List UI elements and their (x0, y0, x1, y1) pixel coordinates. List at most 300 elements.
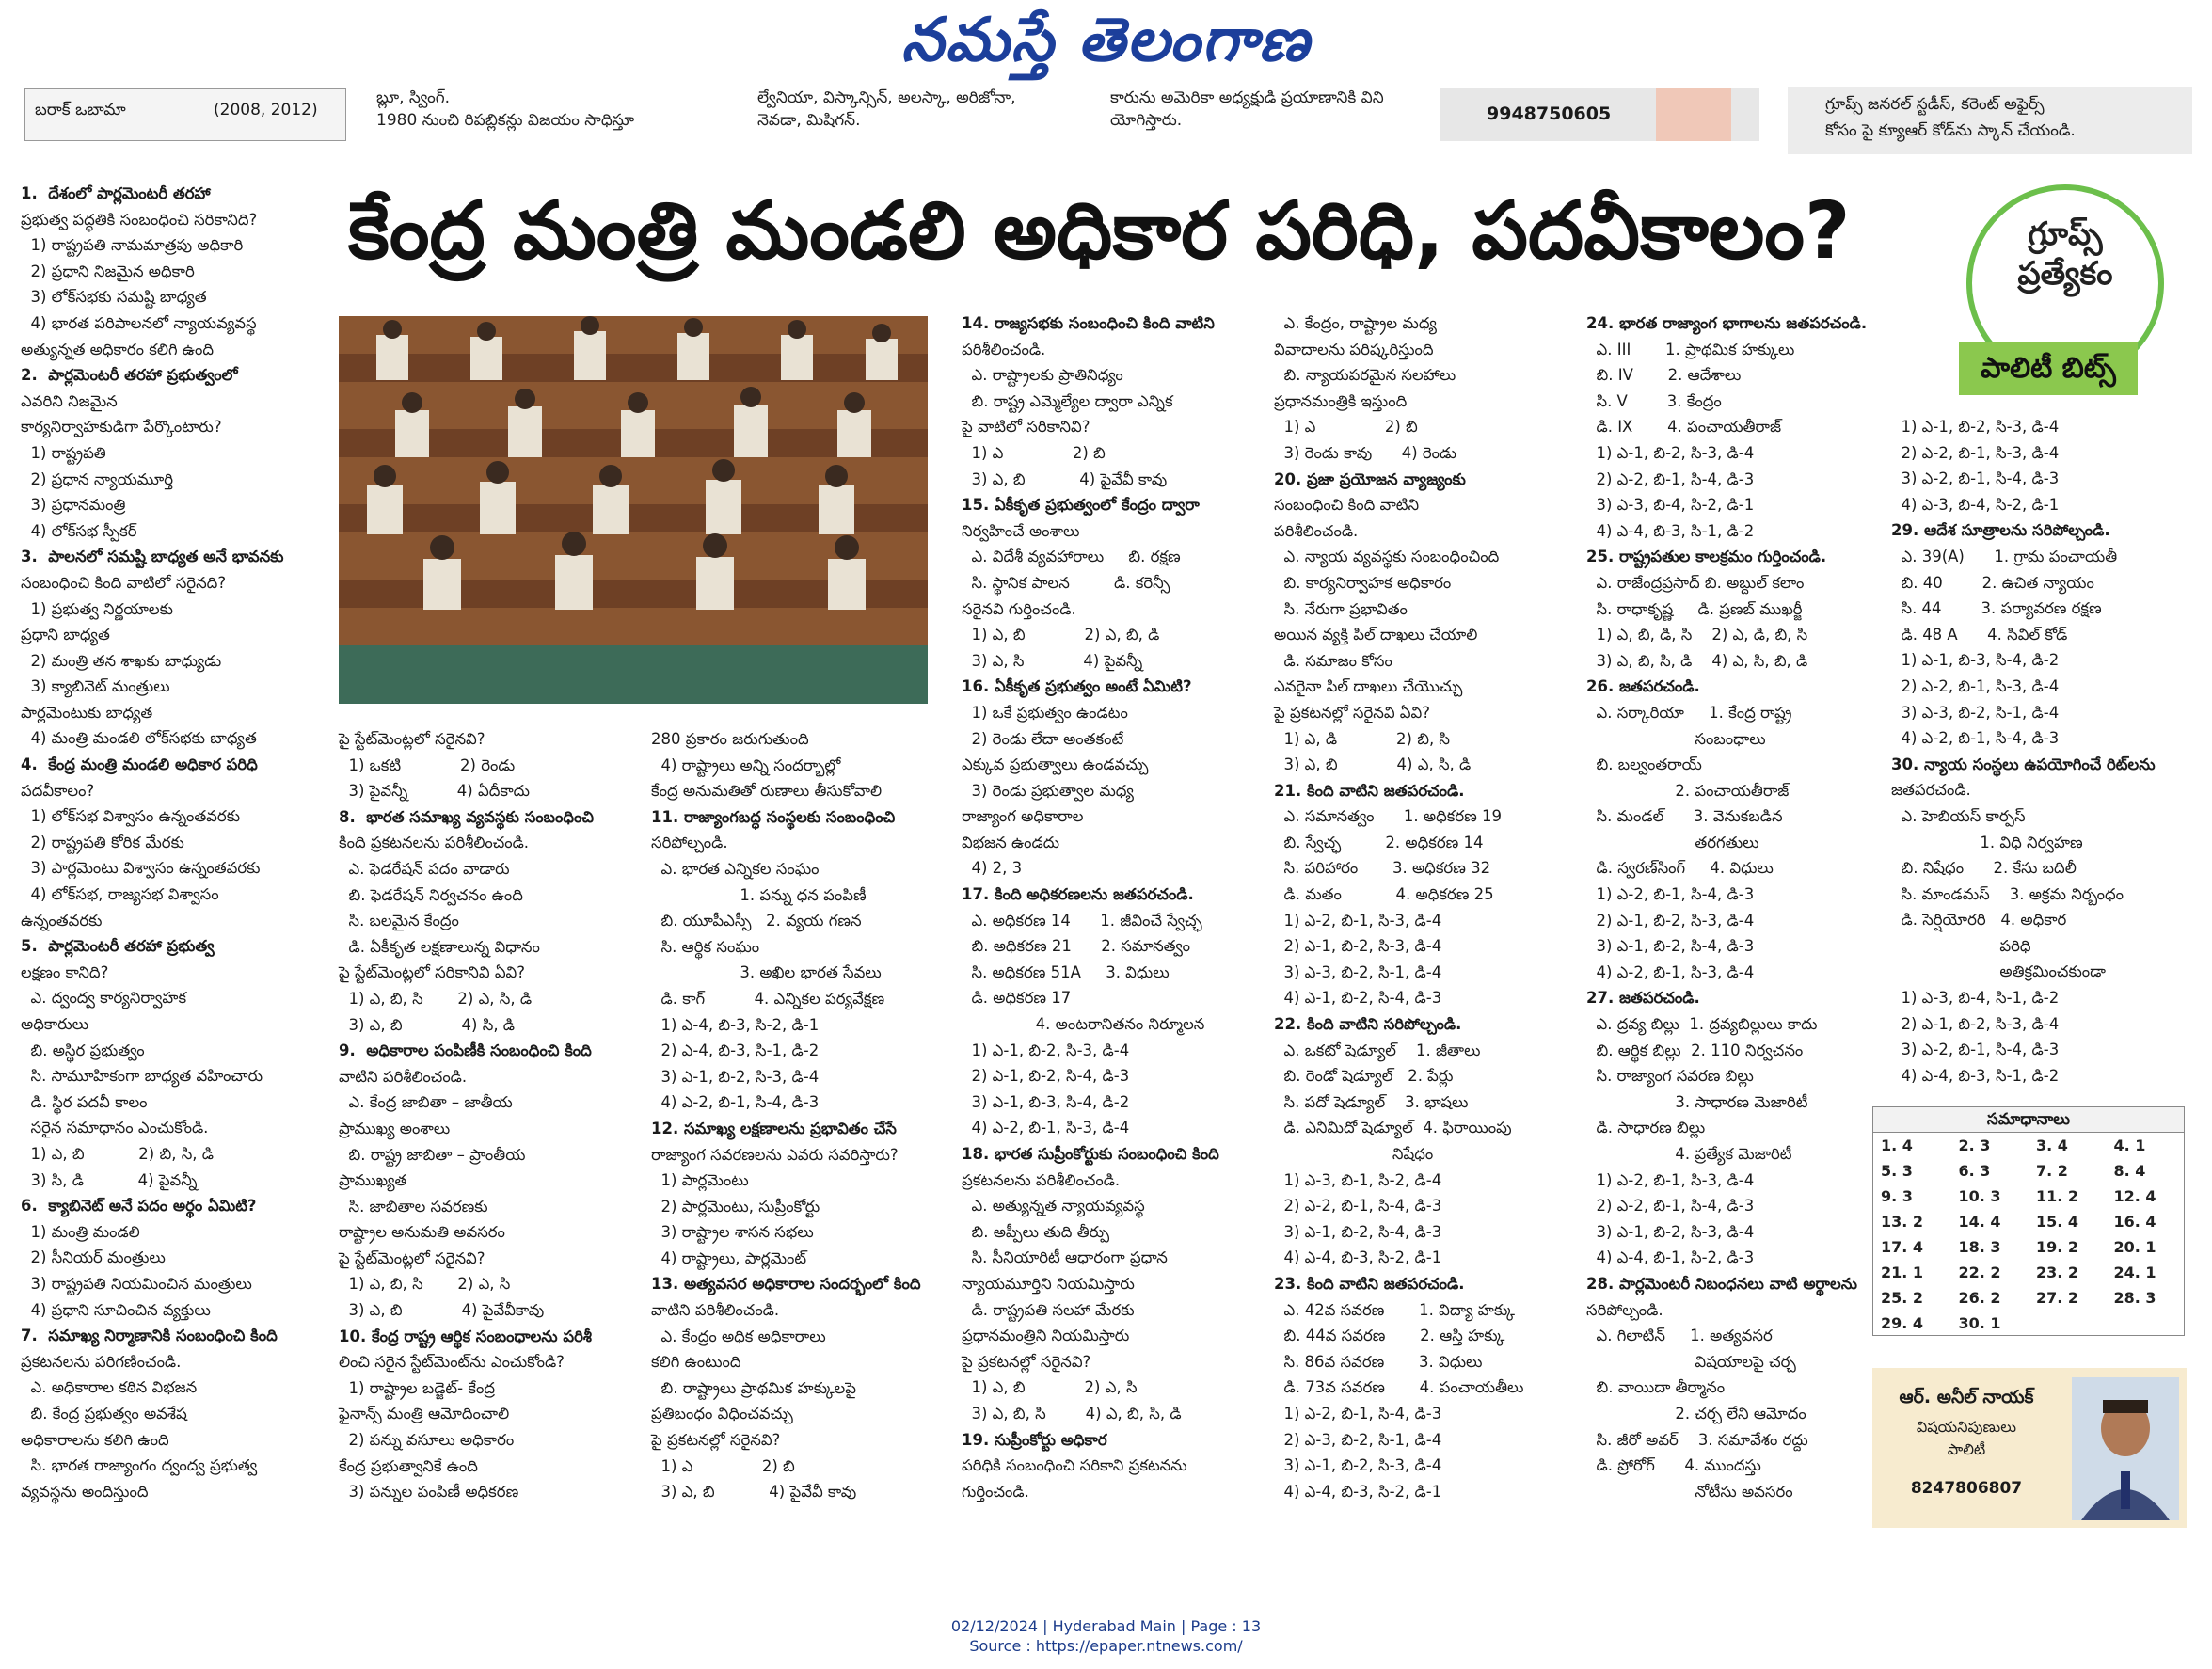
text-line: బి. వాయిదా తీర్మానం (1586, 1378, 1726, 1397)
text-line: 4) ఎ-2, బి-1, సి-4, డి-3 (1891, 729, 2060, 748)
text-line: ప్రకటనలను పరిగణించండి. (21, 1352, 182, 1371)
text-line: సి. స్థానిక పాలన డి. కరెన్సీ (962, 573, 1170, 592)
text-line: డి. సెర్షియోరరి 4. అధికార (1891, 911, 2067, 930)
obama-box (24, 88, 346, 141)
text-line: బి. రాష్ట్రాలు ప్రాథమిక హక్కులపై (651, 1378, 856, 1397)
text-line: 1. దేశంలో పార్లమెంటరీ తరహా (21, 184, 211, 202)
text-line: 1) ప్రభుత్వ నిర్ణయాలకు (21, 599, 173, 618)
answer-cell: 27. 2 (2036, 1289, 2079, 1307)
answer-cell: 24. 1 (2113, 1264, 2156, 1281)
text-line: 2) ప్రధాని నిజమైన అధికారి (21, 262, 195, 280)
text-line: సి. జీరో అవర్ 3. సమావేశం రద్దు (1586, 1430, 1808, 1449)
text-line: 4) రాష్ట్రాలు అన్ని సందర్భాల్లో (651, 755, 841, 774)
text-line: డి. అధికరణ 17 (962, 989, 1072, 1008)
answer-cell: 8. 4 (2113, 1162, 2146, 1180)
text-line: పార్లమెంటుకు బాధ్యత (21, 703, 153, 722)
text-line: 13. అత్యవసర అధికారాల సందర్భంలో కింది (651, 1275, 921, 1294)
column-6 (1586, 310, 1867, 1504)
text-line: సంబంధించి కింది వాటిని (1274, 496, 1420, 515)
text-line: సి. రాజ్యాంగ సవరణ బిల్లు (1586, 1067, 1754, 1086)
answers-row (1873, 1133, 2184, 1158)
answer-cell: 19. 2 (2036, 1238, 2079, 1256)
text-line: 3) ఎ, బి, సి, డి 4) ఎ, సి, బి, డి (1586, 651, 1808, 670)
text-line: డి. ప్రోరోగ్ 4. ముందస్తు (1586, 1456, 1761, 1475)
text-line: 1) ఎ 2) బి (651, 1456, 795, 1475)
text-line: 2. చర్చ లేని ఆమోదం (1586, 1404, 1806, 1423)
text-line: ఎ. గిలాటిన్ 1. అత్యవసర (1586, 1327, 1773, 1345)
text-line: బి. బల్వంతరాయ్ (1586, 755, 1702, 774)
text-line: 9. అధికారాల పంపిణీకి సంబంధించి కింది (339, 1041, 592, 1060)
text-line: 17. కింది అధికరణలను జతపరచండి. (962, 885, 1194, 904)
text-line: సరిపోల్చండి. (651, 834, 728, 852)
text-line: సి. ఆర్థిక సంఘం (651, 937, 760, 956)
text-line: 4) లోక్‌సభ స్పీకర్ (21, 521, 137, 540)
text-line: 3) ఎ-1, బి-2, సి-3, డి-4 (651, 1067, 820, 1086)
text-line: రాజ్యాంగ సవరణలను ఎవరు సవరిస్తారు? (651, 1145, 899, 1164)
text-line: బి. ఫెడరేషన్ నిర్వచనం ఉంది (339, 885, 523, 904)
answer-cell: 4. 1 (2113, 1137, 2146, 1154)
text-line: 2) ఎ-4, బి-3, సి-1, డి-2 (651, 1041, 820, 1060)
answer-cell: 9. 3 (1881, 1187, 1913, 1205)
strip-col2 (376, 87, 634, 132)
text-line: లించి సరైన స్టేట్‌మెంట్‌ను ఎంచుకోండి? (339, 1353, 565, 1372)
author-box (1872, 1368, 2187, 1528)
text-line: బి. అస్థిర ప్రభుత్వం (21, 1041, 145, 1059)
author-photo-art (2072, 1377, 2179, 1520)
text-line: 2) ఎ-1, బి-2, సి-3, డి-4 (1586, 911, 1755, 930)
text-line: 12. సమాఖ్య లక్షణాలను ప్రభావితం చేసే (651, 1119, 897, 1137)
text-line: సరైన సమాధానం ఎంచుకోండి. (21, 1119, 209, 1137)
text-line: డి. మతం 4. అధికరణ 25 (1274, 885, 1494, 904)
text-line: సి. సీనియారిటీ ఆధారంగా ప్రధాన (962, 1248, 1168, 1267)
text-line: 1. పన్ను ధన పంపిణీ (651, 885, 867, 904)
answer-cell: 30. 1 (1958, 1314, 2001, 1332)
text-line: 28. పార్లమెంటరీ నిబంధనలు వాటి అర్థాలను (1586, 1274, 1857, 1293)
text-line: ఎవరిని నిజమైన (21, 391, 118, 410)
text-line: 5. పార్లమెంటరీ తరహా ప్రభుత్వ (21, 937, 215, 956)
text-line: 25. రాష్ట్రపతుల కాలక్రమం గుర్తించండి. (1586, 548, 1827, 566)
text-line: 4) ఎ-4, బి-3, సి-1, డి-2 (1891, 1066, 2060, 1085)
text-line: వివాదాలను పరిష్కరిస్తుంది (1274, 340, 1434, 358)
text-line: బి. IV 2. ఆదేశాలు (1586, 366, 1742, 385)
answer-cell: 13. 2 (1881, 1213, 1924, 1231)
text-line: 280 ప్రకారం జరుగుతుంది (651, 730, 809, 748)
answer-cell: 14. 4 (1958, 1213, 2001, 1231)
text-line: రాష్ట్రాల అనుమతి అవసరం (339, 1223, 505, 1242)
text-line: సరైనవి గుర్తించండి. (962, 599, 1076, 618)
text-line: సి. V 3. కేంద్రం (1586, 391, 1722, 410)
text-line: 3) రాష్ట్రాల శాసన సభలు (651, 1223, 814, 1242)
text-line: 4) ఎ-4, బి-3, సి-2, డి-1 (1274, 1248, 1442, 1267)
text-line: నిర్వహించే అంశాలు (962, 521, 1080, 540)
text-line: 3) ఎ-1, బి-2, సి-3, డి-4 (1586, 1222, 1755, 1241)
text-line: 2. పంచాయతీరాజ్ (1586, 781, 1790, 800)
text-line: ఎ. III 1. ప్రాథమిక హక్కులు (1586, 340, 1795, 358)
text-line: వాటిని పరిశీలించండి. (651, 1301, 780, 1320)
text-line: 4) భారత పరిపాలనలో న్యాయవ్యవస్థ (21, 313, 257, 332)
answer-cell: 11. 2 (2036, 1187, 2079, 1205)
text-line: తరగతులు (1586, 833, 1759, 851)
text-line: 1) ఎ-3, బి-1, సి-2, డి-4 (1274, 1170, 1442, 1189)
answer-cell: 21. 1 (1881, 1264, 1924, 1281)
text-line: 2) మంత్రి తన శాఖకు బాధ్యుడు (21, 651, 222, 670)
text-line: 2) ఎ-1, బి-2, సి-3, డి-4 (1274, 937, 1442, 956)
strip-col2-line2: 1980 నుంచి రిపబ్లికన్లు విజయం సాధిస్తూ (376, 111, 635, 130)
text-line: 3) ఎ-2, బి-1, సి-4, డి-3 (1891, 469, 2060, 488)
text-line: 4) ఎ-4, బి-1, సి-2, డి-3 (1586, 1248, 1755, 1267)
text-line: ఫైనాన్స్ మంత్రి ఆమోదించాలి (339, 1405, 510, 1423)
text-line: అధికారులు (21, 1015, 89, 1033)
text-line: 2) ఎ-2, బి-1, సి-4, డి-3 (1274, 1197, 1442, 1216)
text-line: 1) రాష్ట్రపతి నామమాత్రపు అధికారి (21, 236, 244, 255)
answers-table (1873, 1133, 2184, 1336)
text-line: 3) ప్రధానమంత్రి (21, 496, 126, 515)
text-line: కేంద్ర ప్రభుత్వానికే ఉంది (339, 1456, 478, 1475)
answer-cell: 6. 3 (1958, 1162, 1991, 1180)
footer (0, 1616, 2212, 1656)
text-line: ఎ. సమానత్వం 1. అధికరణ 19 (1274, 807, 1503, 826)
text-line: డి. సమాజం కోసం (1274, 651, 1392, 670)
text-line: 23. కింది వాటిని జతపరచండి. (1274, 1274, 1465, 1293)
text-line: 29. ఆదేశ సూత్రాలను సరిపోల్చండి. (1891, 521, 2110, 540)
text-line: నిషేధం (1274, 1145, 1434, 1163)
strip-col3 (757, 87, 1016, 132)
text-line: అత్యున్నత అధికారం కలిగి ఉంది (21, 340, 214, 358)
text-line: 20. ప్రజా ప్రయోజన వ్యాజ్యంకు (1274, 469, 1466, 488)
text-line: 30. న్యాయ సంస్థలు ఉపయోగించే రిట్‌లను (1891, 755, 2156, 773)
text-line: సి. నేరుగా ప్రభావితం (1274, 599, 1408, 618)
text-line: 27. జతపరచండి. (1586, 989, 1700, 1008)
text-line: సంబంధించి కింది వాటిలో సరైనది? (21, 573, 227, 592)
text-line: 3) ఎ-3, బి-2, సి-1, డి-4 (1274, 962, 1442, 981)
text-line: 2) పన్ను వసూలు అధికారం (339, 1431, 515, 1450)
text-line: 2) ఎ-3, బి-2, సి-1, డి-4 (1274, 1430, 1442, 1449)
text-line: బి. అధికరణ 21 2. సమానత్వం (962, 937, 1190, 956)
text-line: 3) లోక్‌సభకు సమష్టి బాధ్యత (21, 288, 207, 307)
text-line: 4) ఎ-4, బి-3, సి-1, డి-2 (1586, 521, 1755, 540)
answer-cell: 26. 2 (1958, 1289, 2001, 1307)
text-line: 1) ఎ-2, బి-1, సి-3, డి-4 (1274, 911, 1442, 930)
column-7 (1891, 414, 2156, 1089)
text-line: 1) ఒకటి 2) రెండు (339, 755, 516, 774)
text-line: ఎ. అధికరణ 14 1. జీవించే స్వేచ్ఛ (962, 911, 1202, 930)
text-line: ఉన్నంతవరకు (21, 911, 103, 930)
text-line: 1) ఎ-3, బి-4, సి-1, డి-2 (1891, 989, 2060, 1008)
text-line: సి. బలమైన కేంద్రం (339, 912, 459, 930)
column-2 (339, 726, 594, 1505)
text-line: బి. 44వ సవరణ 2. ఆస్తి హక్కు (1274, 1327, 1505, 1345)
text-line: 3) ఎ-1, బి-2, సి-3, డి-4 (1274, 1456, 1442, 1475)
column-1 (21, 181, 284, 1504)
text-line: సి. 44 3. పర్యావరణ రక్షణ (1891, 599, 2102, 618)
text-line: సి. పదో షెడ్యూల్ 3. భాషలు (1274, 1092, 1469, 1111)
answer-cell: 29. 4 (1881, 1314, 1924, 1332)
text-line: సి. 86వ సవరణ 3. విధులు (1274, 1352, 1483, 1371)
text-line: బి. రెండో షెడ్యూల్ 2. పేర్లు (1274, 1067, 1454, 1086)
column-5 (1274, 310, 1523, 1504)
footer-line2: Source : https://epaper.ntnews.com/ (969, 1637, 1243, 1655)
text-line: బి. కేంద్ర ప్రభుత్వం అవశేష (21, 1404, 187, 1423)
text-line: బి. స్వేచ్ఛ 2. అధికరణ 14 (1274, 833, 1484, 851)
text-line: 1) ఎ-1, బి-2, సి-3, డి-4 (962, 1041, 1130, 1059)
text-line: సి. సామూహికంగా బాధ్యత వహించారు (21, 1067, 263, 1086)
text-line: ఎ. భారత ఎన్నికల సంఘం (651, 859, 820, 878)
text-line: ఎ. రాష్ట్రాలకు ప్రాతినిధ్యం (962, 366, 1123, 385)
text-line: 2. పార్లమెంటరీ తరహా ప్రభుత్వంలో (21, 366, 238, 385)
text-line: 1) ఎ-2, బి-1, సి-4, డి-3 (1586, 885, 1755, 904)
text-line: 4) ఎ-3, బి-4, సి-2, డి-1 (1891, 495, 2060, 514)
text-line: 4. కేంద్ర మంత్రి మండలి అధికార పరిధి (21, 755, 258, 774)
text-line: పై ప్రకటనల్లో సరైనవి? (651, 1431, 781, 1450)
text-line: ఎ. విదేశీ వ్యవహారాలు బి. రక్షణ (962, 548, 1181, 566)
text-line: ప్రధాని బాధ్యత (21, 626, 110, 644)
answer-cell: 10. 3 (1958, 1187, 2001, 1205)
text-line: డి. ఏకీకృత లక్షణాలున్న విధానం (339, 937, 540, 956)
text-line: ఎ. ద్వంద్వ కార్యనిర్వాహక (21, 989, 187, 1008)
text-line: పరిశీలించండి. (962, 340, 1046, 358)
portrait-thumb (1656, 88, 1731, 141)
text-line: 24. భారత రాజ్యాంగ భాగాలను జతపరచండి. (1586, 314, 1868, 332)
text-line: 2) ఎ-2, బి-1, సి-3, డి-4 (1891, 676, 2060, 695)
text-line: వాటిని పరిశీలించండి. (339, 1067, 468, 1086)
text-line: సి. పరిహారం 3. అధికరణ 32 (1274, 859, 1491, 878)
text-line: 26. జతపరచండి. (1586, 677, 1700, 696)
text-line: 1) ఎ-2, బి-1, సి-3, డి-4 (1586, 1170, 1755, 1189)
text-line: బి. న్యాయపరమైన సలహాలు (1274, 366, 1456, 385)
text-line: 3) రెండు ప్రభుత్వాల మధ్య (962, 781, 1134, 800)
text-line: 4. ప్రత్యేక మెజారిటీ (1586, 1145, 1792, 1163)
text-line: డి. రాష్ట్రపతి సలహా మేరకు (962, 1300, 1135, 1319)
text-line: 1) రాష్ట్రాల బడ్జెట్- కేంద్ర (339, 1378, 495, 1397)
text-line: సంబంధాలు (1586, 729, 1766, 748)
text-line: ప్రాముఖ్య అంశాలు (339, 1119, 451, 1137)
text-line: కింది ప్రకటనలను పరిశీలించండి. (339, 834, 530, 852)
text-line: డి. ఎనిమిదో షెడ్యూల్ 4. ఫిరాయింపు (1274, 1119, 1512, 1137)
answers-row (1873, 1311, 2184, 1336)
author-photo (2072, 1377, 2179, 1520)
text-line: 10. కేంద్ర రాష్ట్ర ఆర్థిక సంబంధాలను పరిశీ (339, 1327, 592, 1345)
text-line: ప్రతిబంధం విధించవచ్చు (651, 1405, 793, 1423)
answer-cell: 25. 2 (1881, 1289, 1924, 1307)
badge-line2: ప్రత్యేకం (2017, 255, 2113, 293)
text-line: 3) ఎ-1, బి-2, సి-4, డి-3 (1274, 1222, 1442, 1241)
text-line: 1) ఎ-1, బి-2, సి-3, డి-4 (1891, 418, 2060, 436)
badge-line1: గ్రూప్స్ (2028, 215, 2103, 253)
strip-col3-line2: నెవడా, మిషిగన్. (757, 111, 861, 130)
text-line: 3. సాధారణ మెజారిటీ (1586, 1092, 1808, 1111)
text-line: 3) ఎ-1, బి-3, సి-4, డి-2 (962, 1092, 1130, 1111)
text-line: సి. అధికరణ 51A 3. విధులు (962, 962, 1170, 981)
text-line: 3) పైవన్నీ 4) ఏదీకాదు (339, 782, 531, 801)
text-line: కలిగి ఉంటుంది (651, 1353, 741, 1372)
text-line: 3. అఖిల భారత సేవలు (651, 963, 882, 982)
text-line: ఎ. కేంద్రం అధిక అధికారాలు (651, 1327, 826, 1345)
author-name: ఆర్. అనీల్ నాయక్ (1899, 1387, 2034, 1407)
text-line: 1) ఎ, బి 2) ఎ, సి (962, 1378, 1138, 1397)
text-line: 2) ఎ-2, బి-1, సి-4, డి-3 (1586, 469, 1755, 488)
text-line: 4) 2, 3 (962, 859, 1023, 878)
text-line: డి. 48 A 4. సివిల్ కోడ్ (1891, 625, 2068, 644)
text-line: సి. భారత రాజ్యాంగం ద్వంద్వ ప్రభుత్వ (21, 1456, 258, 1475)
answer-cell: 7. 2 (2036, 1162, 2068, 1180)
text-line: సి. మాండమస్ 3. అక్రమ నిర్బంధం (1891, 884, 2124, 903)
strip-col4-line1: కారును అమెరికా అధ్యక్షుడి ప్రయాణానికి విని (1110, 88, 1384, 107)
text-line: 4) ఎ-2, బి-1, సి-4, డి-3 (651, 1093, 820, 1112)
text-line: 1) రాష్ట్రపతి (21, 443, 106, 462)
text-line: 3) ఎ, సి 4) పైవన్నీ (962, 651, 1143, 670)
text-line: సి. రాధాకృష్ణ డి. ప్రణబ్ ముఖర్జీ (1586, 599, 1803, 618)
text-line: 4) ఎ-2, బి-1, సి-3, డి-4 (962, 1119, 1130, 1137)
answers-row (1873, 1285, 2184, 1311)
answers-row (1873, 1158, 2184, 1184)
text-line: 3) ఎ, బి 4) ఎ, సి, డి (1274, 755, 1472, 774)
text-line: అధికారాలను కలిగి ఉంది (21, 1430, 169, 1449)
text-line: 2) ఎ-1, బి-2, సి-4, డి-3 (962, 1067, 1130, 1086)
text-line: 7. సమాఖ్య నిర్మాణానికి సంబంధించి కింది (21, 1327, 278, 1345)
text-line: ఎ. ఫెడరేషన్ పదం వాడారు (339, 859, 510, 878)
text-line: గుర్తించండి. (962, 1482, 1029, 1501)
text-line: కేంద్ర అనుమతితో రుణాలు తీసుకోవాలి (651, 782, 883, 801)
text-line: 3) రాష్ట్రపతి నియమించిన మంత్రులు (21, 1274, 252, 1293)
text-line: న్యాయమూర్తిని నియమిస్తారు (962, 1274, 1135, 1293)
strip-col4-line2: యోగిస్తారు. (1110, 111, 1183, 130)
answer-cell: 28. 3 (2113, 1289, 2156, 1307)
answers-title: సమాధానాలు (1873, 1107, 2184, 1133)
answer-cell: 17. 4 (1881, 1238, 1924, 1256)
answer-cell: 23. 2 (2036, 1264, 2079, 1281)
text-line: 4) ఎ-1, బి-2, సి-4, డి-3 (1274, 989, 1442, 1008)
text-line: 1) ఎ-2, బి-1, సి-4, డి-3 (1274, 1404, 1442, 1423)
text-line: కార్యనిర్వాహకుడిగా పేర్కొంటారు? (21, 418, 222, 437)
text-line: 8. భారత సమాఖ్య వ్యవస్థకు సంబంధించి (339, 807, 595, 826)
text-line: బి. రాష్ట్ర ఎమ్మెల్యేల ద్వారా ఎన్నిక (962, 391, 1173, 410)
answer-cell: 20. 1 (2113, 1238, 2156, 1256)
text-line: ఎవరైనా పిల్ దాఖలు చేయొచ్చు (1274, 677, 1463, 696)
text-line: వ్యవస్థను అందిస్తుంది (21, 1482, 149, 1501)
text-line: ఎ. సర్కారియా 1. కేంద్ర రాష్ట్ర (1586, 703, 1792, 722)
text-line: 1) లోక్‌సభ విశ్వాసం ఉన్నంతవరకు (21, 807, 241, 826)
text-line: డి. IX 4. పంచాయతీరాజ్ (1586, 418, 1782, 437)
text-line: పరిశీలించండి. (1274, 521, 1359, 540)
text-line: ఎ. కేంద్రం, రాష్ట్రాల మధ్య (1274, 314, 1437, 332)
text-line: పై స్టేట్‌మెంట్లలో సరైనవి? (339, 1248, 485, 1267)
text-line: 15. ఏకీకృత ప్రభుత్వంలో కేంద్రం ద్వారా (962, 496, 1200, 515)
text-line: 11. రాజ్యాంగబద్ధ సంస్థలకు సంబంధించి (651, 807, 896, 826)
text-line: బి. రాష్ట్ర జాబితా – ప్రాంతీయ (339, 1145, 526, 1164)
text-line: బి. అప్పీలు తుది తీర్పు (962, 1222, 1110, 1241)
text-line: లక్షణం కానిది? (21, 962, 109, 981)
text-line: ఎక్కువ ప్రభుత్వాలు ఉండవచ్చు (962, 755, 1149, 774)
masthead: నమస్తే తెలంగాణ (900, 6, 1312, 75)
phone-box (1440, 88, 1759, 141)
answer-cell: 1. 4 (1881, 1137, 1913, 1154)
phone-number: 9948750605 (1487, 103, 1612, 124)
text-line: 4) ఎ-2, బి-1, సి-3, డి-4 (1586, 962, 1755, 981)
text-line: ఎ. హెబియస్ కార్పస్ (1891, 806, 2026, 825)
text-line: అయిన వ్యక్తి పిల్ దాఖలు చేయాలి (1274, 626, 1478, 644)
text-line: 4) మంత్రి మండలి లోక్‌సభకు బాధ్యత (21, 729, 257, 748)
text-line: 21. కింది వాటిని జతపరచండి. (1274, 781, 1465, 800)
text-line: పై ప్రకటనల్లో సరైనవి? (962, 1352, 1091, 1371)
text-line: 1) ఎ 2) బి (962, 443, 1106, 462)
text-line: ఎ. ఒకటో షెడ్యూల్ 1. జీతాలు (1274, 1041, 1481, 1059)
footer-line1: 02/12/2024 | Hyderabad Main | Page : 13 (950, 1617, 1262, 1635)
text-line: 3) ఎ, బి, సి 4) ఎ, బి, సి, డి (962, 1404, 1182, 1423)
text-line: 19. సుప్రీంకోర్టు అధికార (962, 1430, 1107, 1449)
text-line: 1) ఎ, బి 2) ఎ, బి, డి (962, 626, 1160, 644)
text-line: 1) ఎ 2) బి (1274, 418, 1418, 437)
answer-cell: 3. 4 (2036, 1137, 2068, 1154)
text-line: సరిపోల్చండి. (1586, 1300, 1663, 1319)
text-line: డి. స్వరణ్‌సింగ్ 4. విధులు (1586, 859, 1774, 878)
text-line: 3) ఎ-2, బి-1, సి-4, డి-3 (1891, 1041, 2060, 1059)
answer-cell (2107, 1311, 2185, 1336)
text-line: 1) ఎ-4, బి-3, సి-2, డి-1 (651, 1015, 820, 1034)
strip-col2-line1: బ్లూ, స్వింగ్. (376, 88, 451, 107)
text-line: 2) ఎ-1, బి-2, సి-3, డి-4 (1891, 1014, 2060, 1033)
text-line: ప్రభుత్వ పద్ధతికి సంబంధించి సరికానిది? (21, 210, 258, 229)
text-line: జతపరచండి. (1891, 781, 1971, 800)
text-line: డి. కాగ్ 4. ఎన్నికల పర్యవేక్షణ (651, 989, 885, 1008)
text-line: 2) ఎ-2, బి-1, సి-4, డి-3 (1586, 1197, 1755, 1216)
text-line: బి. ఆర్థిక బిల్లు 2. 110 నిర్వచనం (1586, 1041, 1804, 1059)
text-line: 3. పాలనలో సమష్టి బాధ్యత అనే భావనకు (21, 548, 284, 566)
author-role-1: విషయనిపుణులు (1916, 1418, 2017, 1436)
answer-cell: 5. 3 (1881, 1162, 1913, 1180)
text-line: 4) ప్రధాని సూచించిన వ్యక్తులు (21, 1300, 211, 1319)
text-line: సి. జాబితాల సవరణకు (339, 1197, 488, 1216)
text-line: డి. 73వ సవరణ 4. పంచాయతీలు (1274, 1378, 1524, 1397)
text-line: అతిక్రమించకుండా (1891, 962, 2106, 981)
text-line: ప్రాముఖ్యత (339, 1171, 407, 1190)
text-line: 2) సీనియర్ మంత్రులు (21, 1248, 166, 1267)
answer-cell: 2. 3 (1958, 1137, 1991, 1154)
text-line: బి. నిషేధం 2. కేసు బదిలీ (1891, 859, 2077, 878)
text-line: పై స్టేట్‌మెంట్లలో సరికానివి ఏవి? (339, 963, 526, 982)
answer-cell: 18. 3 (1958, 1238, 2001, 1256)
answers-row (1873, 1234, 2184, 1260)
text-line: 3) ఎ-3, బి-2, సి-1, డి-4 (1891, 703, 2060, 722)
text-line: ఎ. అధికారాల కఠిన విభజన (21, 1378, 198, 1397)
answers-row (1873, 1184, 2184, 1209)
text-line: 3) ఎ, బి 4) పైవేవీకావు (339, 1301, 545, 1320)
text-line: 1) ఎ, బి, డి, సి 2) ఎ, డి, బి, సి (1586, 626, 1808, 644)
strip-col3-line1: ల్వేనియా, విస్కాన్సిన్, అలస్కా, అరిజోనా, (757, 88, 1016, 107)
text-line: పై స్టేట్‌మెంట్లలో సరైనవి? (339, 730, 485, 748)
text-line: ఎ. అత్యున్నత న్యాయవ్యవస్థ (962, 1197, 1145, 1216)
text-line: 1. విధి నిర్వహణ (1891, 833, 2083, 851)
obama-name: బరాక్ ఒబామా (35, 101, 126, 119)
text-line: 6. క్యాబినెట్ అనే పదం అర్థం ఏమిటి? (21, 1197, 257, 1216)
text-line: 2) రాష్ట్రపతి కోరిక మేరకు (21, 833, 184, 851)
text-line: ప్రధానమంత్రిని నియమిస్తారు (962, 1327, 1130, 1345)
answer-cell: 16. 4 (2113, 1213, 2156, 1231)
text-line: 4) ఎ-4, బి-3, సి-2, డి-1 (1274, 1482, 1442, 1501)
text-line: పై ప్రకటనల్లో సరైనవి ఏవి? (1274, 703, 1431, 722)
text-line: ఎ. న్యాయ వ్యవస్థకు సంబంధించింది (1274, 548, 1500, 566)
polity-bits-tag: పాలిటీ బిట్స్ (1959, 342, 2138, 395)
text-line: 3) క్యాబినెట్ మంత్రులు (21, 677, 170, 696)
text-line: ప్రధానమంత్రికి ఇస్తుంది (1274, 391, 1408, 410)
author-phone: 8247806807 (1910, 1479, 2023, 1498)
text-line: 1) ఎ, బి, సి 2) ఎ, సి (339, 1275, 511, 1294)
text-line: పై వాటిలో సరికానివి? (962, 418, 1090, 437)
text-line: 1) ఎ-1, బి-3, సి-4, డి-2 (1891, 651, 2060, 670)
answers-box (1872, 1106, 2185, 1336)
text-line: సి. మండల్ 3. వెనుకబడిన (1586, 807, 1783, 826)
text-line: 1) ఎ, డి 2) బి, సి (1274, 729, 1451, 748)
answer-cell: 12. 4 (2113, 1187, 2156, 1205)
